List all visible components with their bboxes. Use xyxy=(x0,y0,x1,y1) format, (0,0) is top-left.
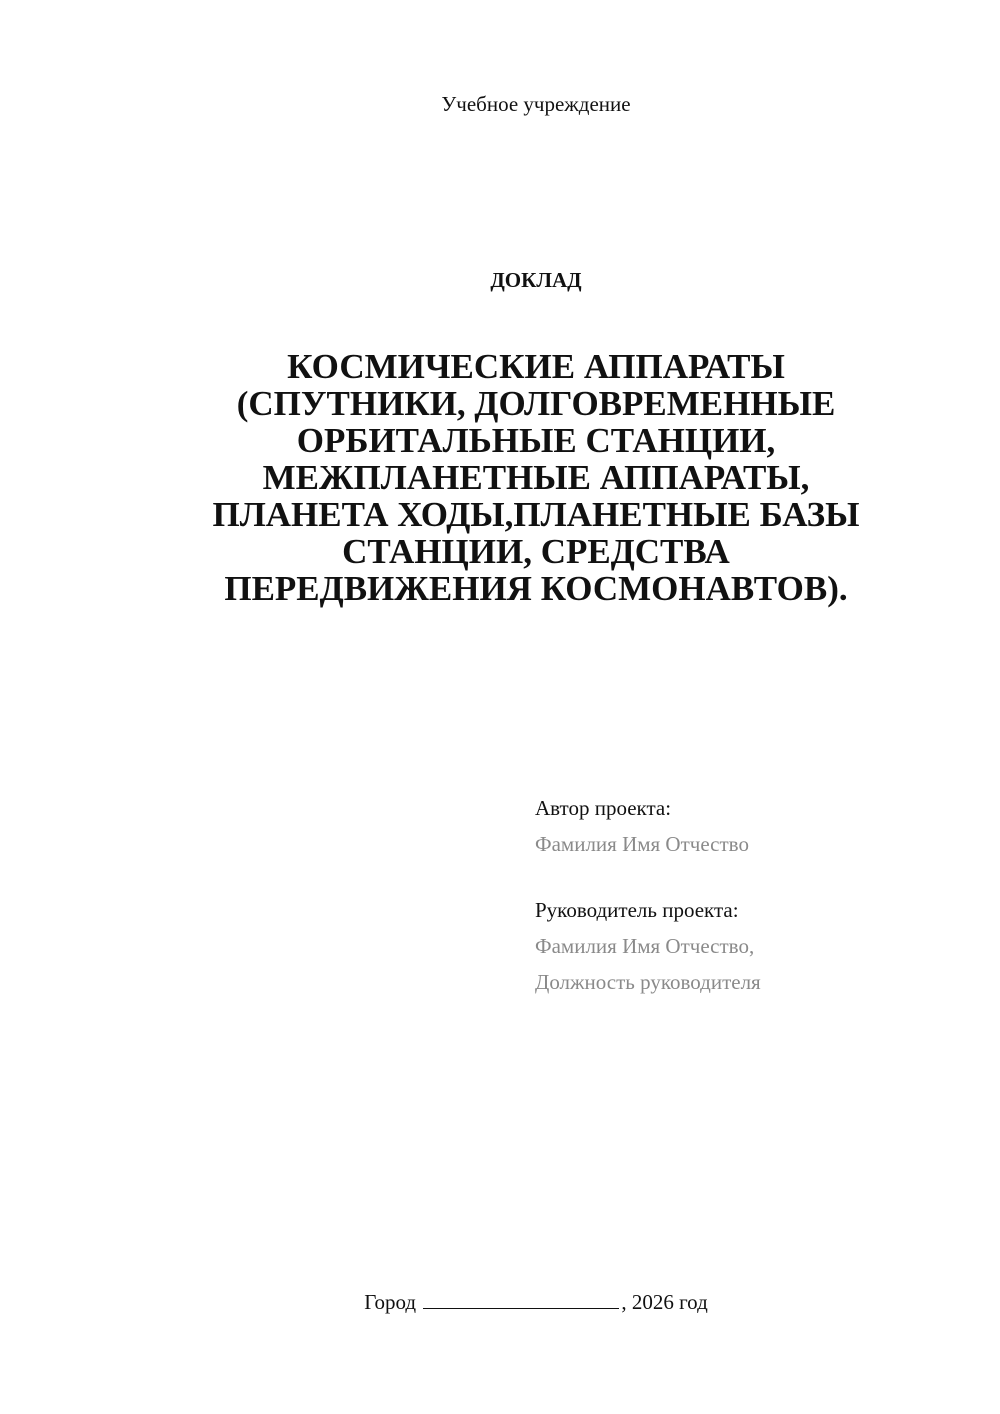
spacer xyxy=(535,862,965,892)
year-text: , 2026 год xyxy=(621,1290,708,1314)
project-credits xyxy=(535,790,965,1000)
supervisor-label: Руководитель проекта: xyxy=(535,898,739,922)
supervisor-name-placeholder: Фамилия Имя Отчество, xyxy=(535,934,755,958)
city-blank-line xyxy=(423,1290,619,1309)
title-line: ПЛАНЕТА ХОДЫ,ПЛАНЕТНЫЕ БАЗЫ xyxy=(212,495,860,534)
title-line: МЕЖПЛАНЕТНЫЕ АППАРАТЫ, xyxy=(262,458,810,497)
supervisor-position-placeholder: Должность руководителя xyxy=(535,970,761,994)
title-line: ОРБИТАЛЬНЫЕ СТАНЦИИ, xyxy=(296,421,776,460)
title-line: (СПУТНИКИ, ДОЛГОВРЕМЕННЫЕ xyxy=(236,384,836,423)
title-line: СТАНЦИИ, СРЕДСТВА xyxy=(342,532,730,571)
city-year-line xyxy=(0,1290,1000,1315)
author-name-placeholder: Фамилия Имя Отчество xyxy=(535,832,749,856)
city-label: Город xyxy=(364,1290,417,1314)
institution-name: Учебное учреждение xyxy=(441,92,631,116)
title-line: ПЕРЕДВИЖЕНИЯ КОСМОНАВТОВ). xyxy=(224,569,848,608)
title-line: КОСМИЧЕСКИЕ АППАРАТЫ xyxy=(287,347,785,386)
author-label: Автор проекта: xyxy=(535,796,672,820)
document-type: ДОКЛАД xyxy=(490,268,582,292)
report-title xyxy=(0,348,1000,607)
